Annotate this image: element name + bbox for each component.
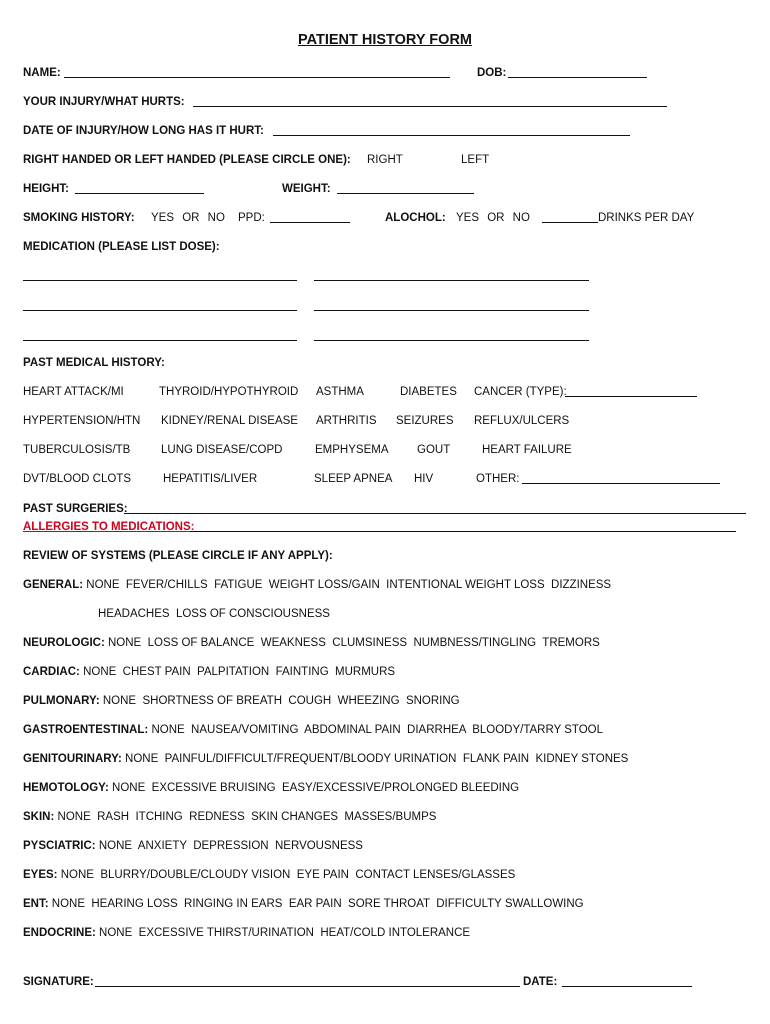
- smoking-label: SMOKING HISTORY:: [23, 212, 135, 224]
- dob-field[interactable]: [508, 77, 647, 78]
- medication-line[interactable]: [23, 340, 297, 341]
- ros-items[interactable]: NONE NAUSEA/VOMITING ABDOMINAL PAIN DIARRHEA BLOODY/TARRY STOOL: [151, 724, 604, 736]
- ppd-label: PPD:: [238, 212, 265, 224]
- ros-label: PYSCIATRIC:: [23, 840, 96, 852]
- ros-general-continued[interactable]: HEADACHES LOSS OF CONSCIOUSNESS: [98, 608, 330, 620]
- review-of-systems-heading: REVIEW OF SYSTEMS (PLEASE CIRCLE IF ANY APPLY):: [23, 550, 333, 562]
- handed-label: RIGHT HANDED OR LEFT HANDED (PLEASE CIRCLE ONE):: [23, 154, 351, 166]
- pmh-item[interactable]: ARTHRITIS: [316, 415, 377, 427]
- ros-items[interactable]: NONE PAINFUL/DIFFICULT/FREQUENT/BLOODY URINATION FLANK PAIN KIDNEY STONES: [125, 753, 629, 765]
- ros-label: GASTROENTESTINAL:: [23, 724, 149, 736]
- height-label: HEIGHT:: [23, 183, 69, 195]
- ros-items[interactable]: NONE LOSS OF BALANCE WEAKNESS CLUMSINESS NUMBNESS/TINGLING TREMORS: [107, 637, 600, 649]
- pmh-item[interactable]: THYROID/HYPOTHYROID: [159, 386, 299, 398]
- past-surgeries-field[interactable]: [124, 513, 746, 514]
- form-title: PATIENT HISTORY FORM: [297, 32, 472, 48]
- injury-field[interactable]: [193, 106, 667, 107]
- signature-label: SIGNATURE:: [23, 976, 94, 988]
- pmh-item[interactable]: GOUT: [417, 444, 451, 456]
- pmh-item[interactable]: REFLUX/ULCERS: [474, 415, 570, 427]
- date-field[interactable]: [562, 986, 692, 987]
- ros-eyes: [23, 868, 515, 882]
- pmh-item[interactable]: HEART FAILURE: [482, 444, 572, 456]
- ros-gastrointestinal: [23, 723, 603, 737]
- alcohol-yes-no[interactable]: YES OR NO: [456, 212, 530, 224]
- left-option[interactable]: LEFT: [461, 154, 490, 166]
- ros-label: GENITOURINARY:: [23, 753, 122, 765]
- medication-label: MEDICATION (PLEASE LIST DOSE):: [23, 241, 220, 253]
- ros-label: PULMONARY:: [23, 695, 100, 707]
- medication-line[interactable]: [314, 340, 589, 341]
- pmh-item[interactable]: OTHER:: [476, 473, 520, 485]
- past-surgeries-label: PAST SURGERIES:: [23, 503, 128, 515]
- date-of-injury-field[interactable]: [273, 135, 630, 136]
- weight-field[interactable]: [337, 193, 474, 194]
- medication-line[interactable]: [314, 310, 589, 311]
- past-medical-history-heading: PAST MEDICAL HISTORY:: [23, 357, 165, 369]
- height-field[interactable]: [75, 193, 204, 194]
- smoking-yes-no[interactable]: YES OR NO: [151, 212, 225, 224]
- ros-items[interactable]: NONE CHEST PAIN PALPITATION FAINTING MURMURS: [83, 666, 396, 678]
- pmh-item[interactable]: HYPERTENSION/HTN: [23, 415, 141, 427]
- ros-cardiac: [23, 665, 395, 679]
- name-field[interactable]: [64, 77, 450, 78]
- ros-endocrine: [23, 926, 470, 940]
- ros-items[interactable]: NONE HEARING LOSS RINGING IN EARS EAR PAIN SORE THROAT DIFFICULTY SWALLOWING: [51, 898, 584, 910]
- ros-items[interactable]: NONE BLURRY/DOUBLE/CLOUDY VISION EYE PAIN CONTACT LENSES/GLASSES: [60, 869, 516, 881]
- alcohol-label: ALOCHOL:: [385, 212, 446, 224]
- medication-line[interactable]: [23, 310, 297, 311]
- pmh-item[interactable]: DVT/BLOOD CLOTS: [23, 473, 131, 485]
- ros-genitourinary: [23, 752, 628, 766]
- ros-items[interactable]: NONE EXCESSIVE THIRST/URINATION HEAT/COLD INTOLERANCE: [99, 927, 471, 939]
- pmh-item[interactable]: CANCER (TYPE):: [474, 386, 567, 398]
- ros-items[interactable]: NONE FEVER/CHILLS FATIGUE WEIGHT LOSS/GAIN INTENTIONAL WEIGHT LOSS DIZZINESS: [86, 579, 612, 591]
- ros-items[interactable]: NONE EXCESSIVE BRUISING EASY/EXCESSIVE/PROLONGED BLEEDING: [112, 782, 520, 794]
- pmh-item[interactable]: TUBERCULOSIS/TB: [23, 444, 131, 456]
- pmh-item[interactable]: KIDNEY/RENAL DISEASE: [161, 415, 298, 427]
- ppd-field[interactable]: [270, 222, 350, 223]
- pmh-item[interactable]: EMPHYSEMA: [315, 444, 389, 456]
- ros-psychiatric: [23, 839, 363, 853]
- ros-label: EYES:: [23, 869, 58, 881]
- ros-label: CARDIAC:: [23, 666, 80, 678]
- ros-label: HEMOTOLOGY:: [23, 782, 109, 794]
- allergies-field[interactable]: [190, 531, 736, 532]
- cancer-type-field[interactable]: [565, 396, 697, 397]
- medication-line[interactable]: [314, 280, 589, 281]
- right-option[interactable]: RIGHT: [367, 154, 403, 166]
- ros-label: ENT:: [23, 898, 49, 910]
- pmh-item[interactable]: SEIZURES: [396, 415, 454, 427]
- ros-general: [23, 578, 611, 592]
- name-label: NAME:: [23, 67, 61, 79]
- pmh-item[interactable]: SLEEP APNEA: [314, 473, 393, 485]
- ros-items[interactable]: NONE ANXIETY DEPRESSION NERVOUSNESS: [98, 840, 363, 852]
- pmh-item[interactable]: ASTHMA: [316, 386, 364, 398]
- ros-items[interactable]: NONE SHORTNESS OF BREATH COUGH WHEEZING SNORING: [102, 695, 460, 707]
- ros-neurologic: [23, 636, 600, 650]
- other-field[interactable]: [522, 483, 720, 484]
- allergies-label: ALLERGIES TO MEDICATIONS:: [23, 521, 195, 533]
- pmh-item[interactable]: HEPATITIS/LIVER: [163, 473, 258, 485]
- ros-hematology: [23, 781, 519, 795]
- ros-skin: [23, 810, 436, 824]
- drinks-field[interactable]: [542, 222, 598, 223]
- ros-label: NEUROLOGIC:: [23, 637, 105, 649]
- ros-items[interactable]: NONE RASH ITCHING REDNESS SKIN CHANGES MASSES/BUMPS: [57, 811, 437, 823]
- ros-label: ENDOCRINE:: [23, 927, 96, 939]
- weight-label: WEIGHT:: [282, 183, 331, 195]
- dob-label: DOB:: [477, 67, 507, 79]
- injury-label: YOUR INJURY/WHAT HURTS:: [23, 96, 185, 108]
- date-of-injury-label: DATE OF INJURY/HOW LONG HAS IT HURT:: [23, 125, 264, 137]
- ros-label: GENERAL:: [23, 579, 84, 591]
- pmh-item[interactable]: LUNG DISEASE/COPD: [161, 444, 283, 456]
- date-label: DATE:: [523, 976, 558, 988]
- pmh-item[interactable]: HIV: [414, 473, 434, 485]
- medication-line[interactable]: [23, 280, 297, 281]
- ros-label: SKIN:: [23, 811, 55, 823]
- pmh-item[interactable]: HEART ATTACK/MI: [23, 386, 124, 398]
- pmh-item[interactable]: DIABETES: [400, 386, 457, 398]
- ros-pulmonary: [23, 694, 460, 708]
- drinks-per-day-label: DRINKS PER DAY: [598, 212, 695, 224]
- ros-ent: [23, 897, 584, 911]
- signature-field[interactable]: [95, 986, 520, 987]
